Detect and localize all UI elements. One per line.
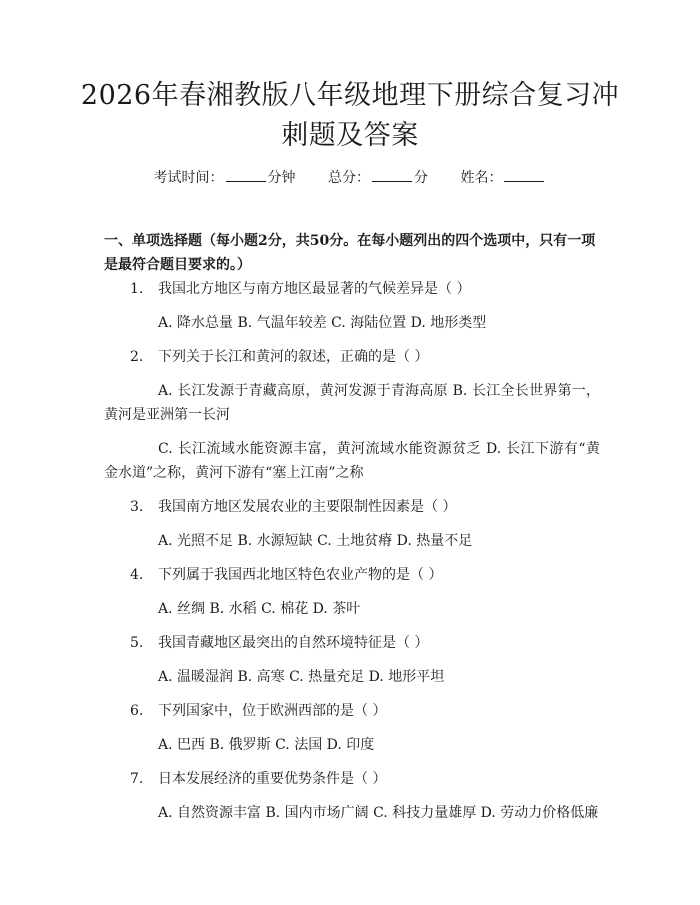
total-score-field: [328, 170, 428, 186]
question-item: [104, 345, 600, 485]
question-item: [104, 767, 600, 825]
question-list: [104, 277, 600, 835]
question-stem: 我国南方地区发展农业的主要限制性因素是（ ）: [158, 499, 457, 515]
question-number: 6.: [130, 703, 144, 719]
question-options: C. 长江流域水能资源丰富，黄河流域水能资源贫乏 D. 长江下游有“黄金水道”之称，黄河下游有“塞上江南”之称: [104, 441, 600, 481]
question-item: [104, 631, 600, 689]
question-options: A. 巴西 B. 俄罗斯 C. 法国 D. 印度: [158, 737, 375, 753]
title-line-1: 2026年春湘教版八年级地理下册综合复习冲: [80, 80, 620, 111]
question-stem: 日本发展经济的重要优势条件是（ ）: [158, 771, 387, 787]
student-name-label: 姓名：: [460, 170, 503, 186]
question-number: 1.: [130, 281, 144, 297]
exam-info: [0, 168, 700, 188]
question-number: 3.: [130, 499, 144, 515]
question-item: [104, 277, 600, 335]
question-stem: 下列国家中，位于欧洲西部的是（ ）: [158, 703, 387, 719]
question-stem: 我国北方地区与南方地区最显著的气候差异是（ ）: [158, 281, 471, 297]
question-options: A. 丝绸 B. 水稻 C. 棉花 D. 茶叶: [158, 601, 361, 617]
exam-time-field: [154, 170, 296, 186]
exam-time-unit: 分钟: [267, 170, 296, 186]
question-number: 5.: [130, 635, 144, 651]
question-item: [104, 563, 600, 621]
student-name-blank: [504, 168, 544, 182]
exam-time-blank: [226, 168, 266, 182]
question-options: A. 降水总量 B. 气温年较差 C. 海陆位置 D. 地形类型: [158, 315, 487, 331]
question-stem: 我国青藏地区最突出的自然环境特征是（ ）: [158, 635, 429, 651]
question-stem: 下列关于长江和黄河的叙述，正确的是（ ）: [158, 349, 429, 365]
title-line-2: 刺题及答案: [281, 120, 419, 151]
question-number: 4.: [130, 567, 144, 583]
question-item: [104, 495, 600, 553]
question-number: 2.: [130, 349, 144, 365]
student-name-field: [460, 170, 546, 186]
exam-time-label: 考试时间：: [153, 170, 224, 186]
question-number: 7.: [130, 771, 144, 787]
total-score-blank: [372, 168, 412, 182]
question-options: A. 光照不足 B. 水源短缺 C. 土地贫瘠 D. 热量不足: [158, 533, 473, 549]
total-score-label: 总分：: [328, 170, 370, 186]
question-options: A. 温暖湿润 B. 高寒 C. 热量充足 D. 地形平坦: [158, 669, 445, 685]
question-item: [104, 699, 600, 757]
section-heading: 一、单项选择题（每小题2分，共50分。在每小题列出的四个选项中，只有一项是最符合题目要求的。）: [104, 233, 596, 273]
total-score-unit: 分: [414, 170, 428, 186]
question-options: A. 自然资源丰富 B. 国内市场广阔 C. 科技力量雄厚 D. 劳动力价格低廉: [158, 805, 599, 821]
document-title: [0, 76, 700, 156]
question-options: A. 长江发源于青藏高原，黄河发源于青海高原 B. 长江全长世界第一，黄河是亚洲第一长河: [104, 383, 600, 423]
question-stem: 下列属于我国西北地区特色农业产物的是（ ）: [158, 567, 443, 583]
